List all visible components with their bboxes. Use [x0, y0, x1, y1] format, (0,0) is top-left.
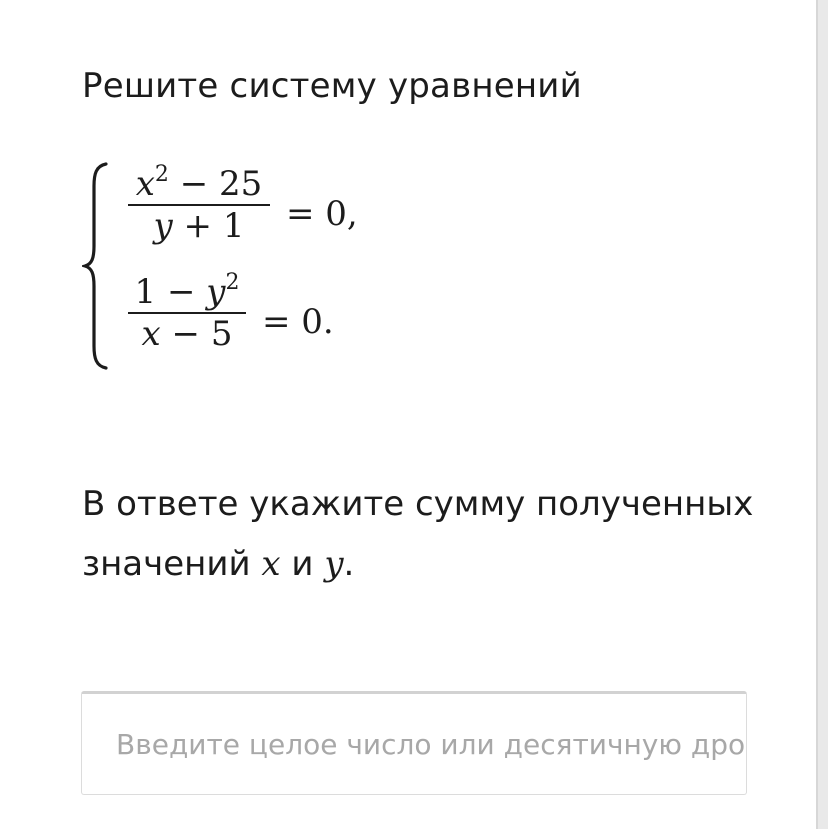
task-title: Решите систему уравнений	[82, 66, 582, 106]
instruction-conjunction: и	[291, 544, 314, 584]
equation-system	[82, 160, 382, 372]
answer-instruction	[82, 474, 782, 594]
instruction-text: В ответе укажите сумму полученных значений	[82, 484, 754, 584]
equation-2-numerator: $1 - y^2$	[134, 270, 240, 312]
equation-1-numerator: $x^2 - 25$	[135, 162, 263, 204]
equation-2-rhs: = 0.	[262, 302, 334, 342]
instruction-period: .	[343, 544, 355, 584]
variable-y: y	[324, 544, 344, 584]
equation-2-denominator: x − 5	[141, 314, 233, 354]
left-curly-brace-icon	[82, 160, 112, 372]
equation-1-rhs: = 0,	[286, 194, 358, 234]
equation-2-fraction	[128, 272, 246, 354]
answer-input[interactable]	[81, 691, 747, 795]
variable-x: x	[261, 544, 281, 584]
equation-1-denominator: y + 1	[153, 206, 245, 246]
equation-1-fraction	[128, 164, 270, 246]
right-edge-strip	[816, 0, 828, 829]
